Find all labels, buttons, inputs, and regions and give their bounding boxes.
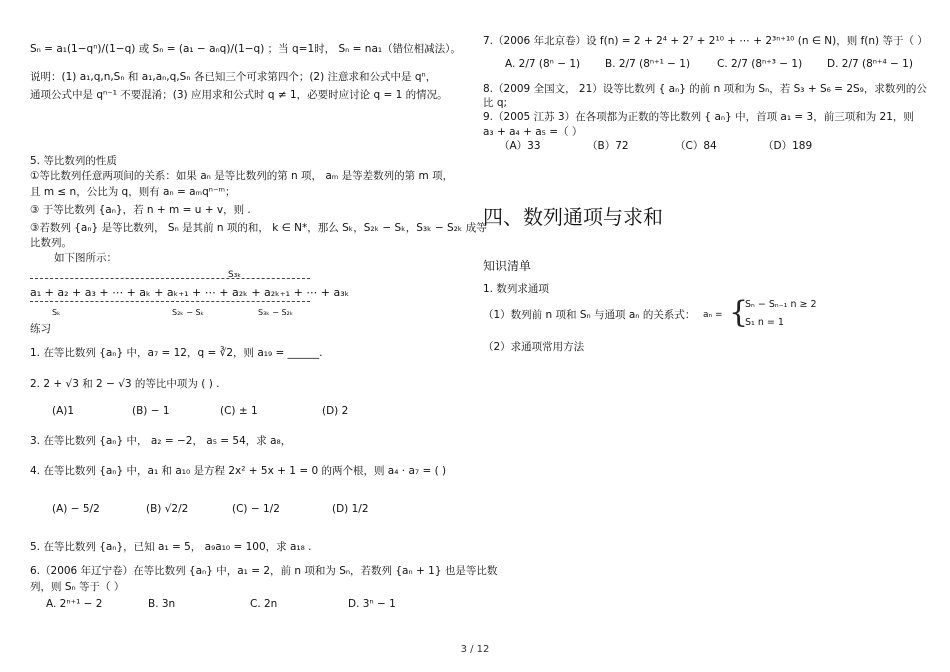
question-3: 3. 在等比数列 {aₙ} 中， a₂ = −2， a₅ = 54，求 a₈， — [30, 435, 292, 447]
piecewise-row-1: Sₙ − Sₙ₋₁ n ≥ 2 — [745, 299, 817, 310]
figure-label-s3k-s2k: S₃ₖ − S₂ₖ — [258, 308, 294, 317]
choice: B. 2/7 (8ⁿ⁺¹ − 1) — [605, 58, 691, 70]
item-1-2: （2）求通项常用方法 — [483, 341, 585, 353]
choice: D. 3ⁿ − 1 — [348, 598, 396, 610]
top-dashed-line — [30, 278, 310, 279]
question-9a: 9.（2005 江苏 3）在各项都为正数的等比数列 { aₙ} 中，首项 a₁ = 3，前三项和为 21，则 — [483, 111, 914, 123]
figure-sum-expression: a₁ + a₂ + a₃ + ⋯ + aₖ + aₖ₊₁ + ⋯ + a₂ₖ + a₂ₖ₊₁ + ⋯ + a₃ₖ — [30, 286, 350, 299]
question-2-choices — [52, 405, 452, 419]
choice: （A）33 — [499, 140, 541, 152]
choice: (C) − 1/2 — [232, 503, 280, 515]
property-1a: ①等比数列任意两项间的关系：如果 aₙ 是等比数列的第 n 项， aₘ 是等差数列的第 m 项， — [30, 170, 454, 182]
property-2: ③ 于等比数列 {aₙ}，若 n + m = u + v，则 . — [30, 204, 251, 216]
property-3a: ③若数列 {aₙ} 是等比数列， Sₙ 是其前 n 项的和， k ∈ N*，那么 Sₖ，S₂ₖ − Sₖ，S₃ₖ − S₂ₖ 成等 — [30, 222, 487, 234]
question-9-choices — [499, 138, 919, 152]
choice: (A) − 5/2 — [52, 503, 100, 515]
choice: D. 2/7 (8ⁿ⁺⁴ − 1) — [827, 58, 913, 70]
choice: (D) 2 — [322, 405, 349, 417]
question-9b: a₃ + a₄ + a₅ =（ ） — [483, 126, 583, 138]
piecewise-row-2: S₁ n = 1 — [745, 317, 784, 328]
choice: (B) √2/2 — [146, 503, 189, 515]
question-7: 7.（2006 年北京卷）设 f(n) = 2 + 2⁴ + 2⁷ + 2¹⁰ + ⋯ + 2³ⁿ⁺¹⁰ (n ∈ N)，则 f(n) 等于（ ） — [483, 35, 928, 47]
choice: C. 2n — [250, 598, 278, 610]
practice-heading: 练习 — [30, 323, 51, 335]
section-title: 四、数列通项与求和 — [483, 205, 663, 229]
note-line-1: 说明：(1) a₁,q,n,Sₙ 和 a₁,aₙ,q,Sₙ 各已知三个可求第四个；(2) 注意求和公式中是 qⁿ， — [30, 71, 437, 83]
bottom-dashed-line — [30, 301, 310, 302]
question-8b: 比 q; — [483, 97, 508, 109]
question-6a: 6.（2006 年辽宁卷）在等比数列 {aₙ} 中，a₁ = 2，前 n 项和为 Sₙ，若数列 {aₙ + 1} 也是等比数 — [30, 565, 498, 577]
choice: B. 3n — [148, 598, 176, 610]
note-line-2: 通项公式中是 qⁿ⁻¹ 不要混淆；(3) 应用求和公式时 q ≠ 1，必要时应讨论 q = 1 的情况。 — [30, 89, 448, 101]
choice: (C) ± 1 — [220, 405, 258, 417]
piecewise-formula — [703, 296, 903, 332]
choice: (A)1 — [52, 405, 75, 417]
question-2: 2. 2 + √3 和 2 − √3 的等比中项为 ( ) . — [30, 378, 220, 390]
property-1b: 且 m ≤ n，公比为 q，则有 aₙ = aₘqⁿ⁻ᵐ； — [30, 186, 236, 198]
item-1-1: （1）数列前 n 项和 Sₙ 与通项 aₙ 的关系式： — [483, 309, 696, 321]
piecewise-lhs: aₙ = — [703, 310, 723, 320]
question-5: 5. 在等比数列 {aₙ}，已知 a₁ = 5， a₉a₁₀ = 100，求 a₁₈ . — [30, 541, 312, 553]
brace-icon: { — [729, 295, 749, 330]
choice: （D）189 — [763, 140, 813, 152]
question-7-choices — [505, 58, 925, 72]
question-6-choices — [46, 598, 466, 612]
figure-caption: 如下图所示： — [54, 252, 117, 264]
knowledge-list-title: 知识清单 — [483, 259, 532, 273]
choice: （B）72 — [587, 140, 629, 152]
property-3b: 比数列。 — [30, 237, 72, 249]
choice: A. 2ⁿ⁺¹ − 2 — [46, 598, 103, 610]
segment-figure — [30, 266, 470, 326]
figure-label-s3k: S₃ₖ — [228, 270, 242, 280]
choice: (B) − 1 — [132, 405, 170, 417]
page-number: 3 / 12 — [460, 644, 490, 655]
choice: A. 2/7 (8ⁿ − 1) — [505, 58, 581, 70]
choice: (D) 1/2 — [332, 503, 369, 515]
item-1: 1. 数列求通项 — [483, 283, 549, 295]
figure-label-s2k-sk: S₂ₖ − Sₖ — [172, 308, 204, 317]
question-4: 4. 在等比数列 {aₙ} 中，a₁ 和 a₁₀ 是方程 2x² + 5x + 1 = 0 的两个根，则 a₄ · a₇ = ( ) — [30, 465, 447, 477]
question-6b: 列，则 Sₙ 等于（ ） — [30, 581, 125, 593]
question-8a: 8.（2009 全国文， 21）设等比数列 { aₙ} 的前 n 项和为 Sₙ，若 S₃ + S₆ = 2S₉，求数列的公 — [483, 83, 927, 95]
choice: （C）84 — [675, 140, 717, 152]
question-1: 1. 在等比数列 {aₙ} 中，a₇ = 12，q = ∛2，则 a₁₉ = ______. — [30, 347, 323, 359]
question-4-choices — [52, 503, 452, 517]
sum-formula-line: Sₙ = a₁(1−qⁿ)/(1−q) 或 Sₙ = (a₁ − aₙq)/(1−q) ；当 q=1时， Sₙ = na₁（错位相减法）。 — [30, 43, 461, 55]
section-5-title: 5. 等比数列的性质 — [30, 155, 117, 167]
choice: C. 2/7 (8ⁿ⁺³ − 1) — [717, 58, 803, 70]
figure-label-sk: Sₖ — [52, 308, 61, 317]
